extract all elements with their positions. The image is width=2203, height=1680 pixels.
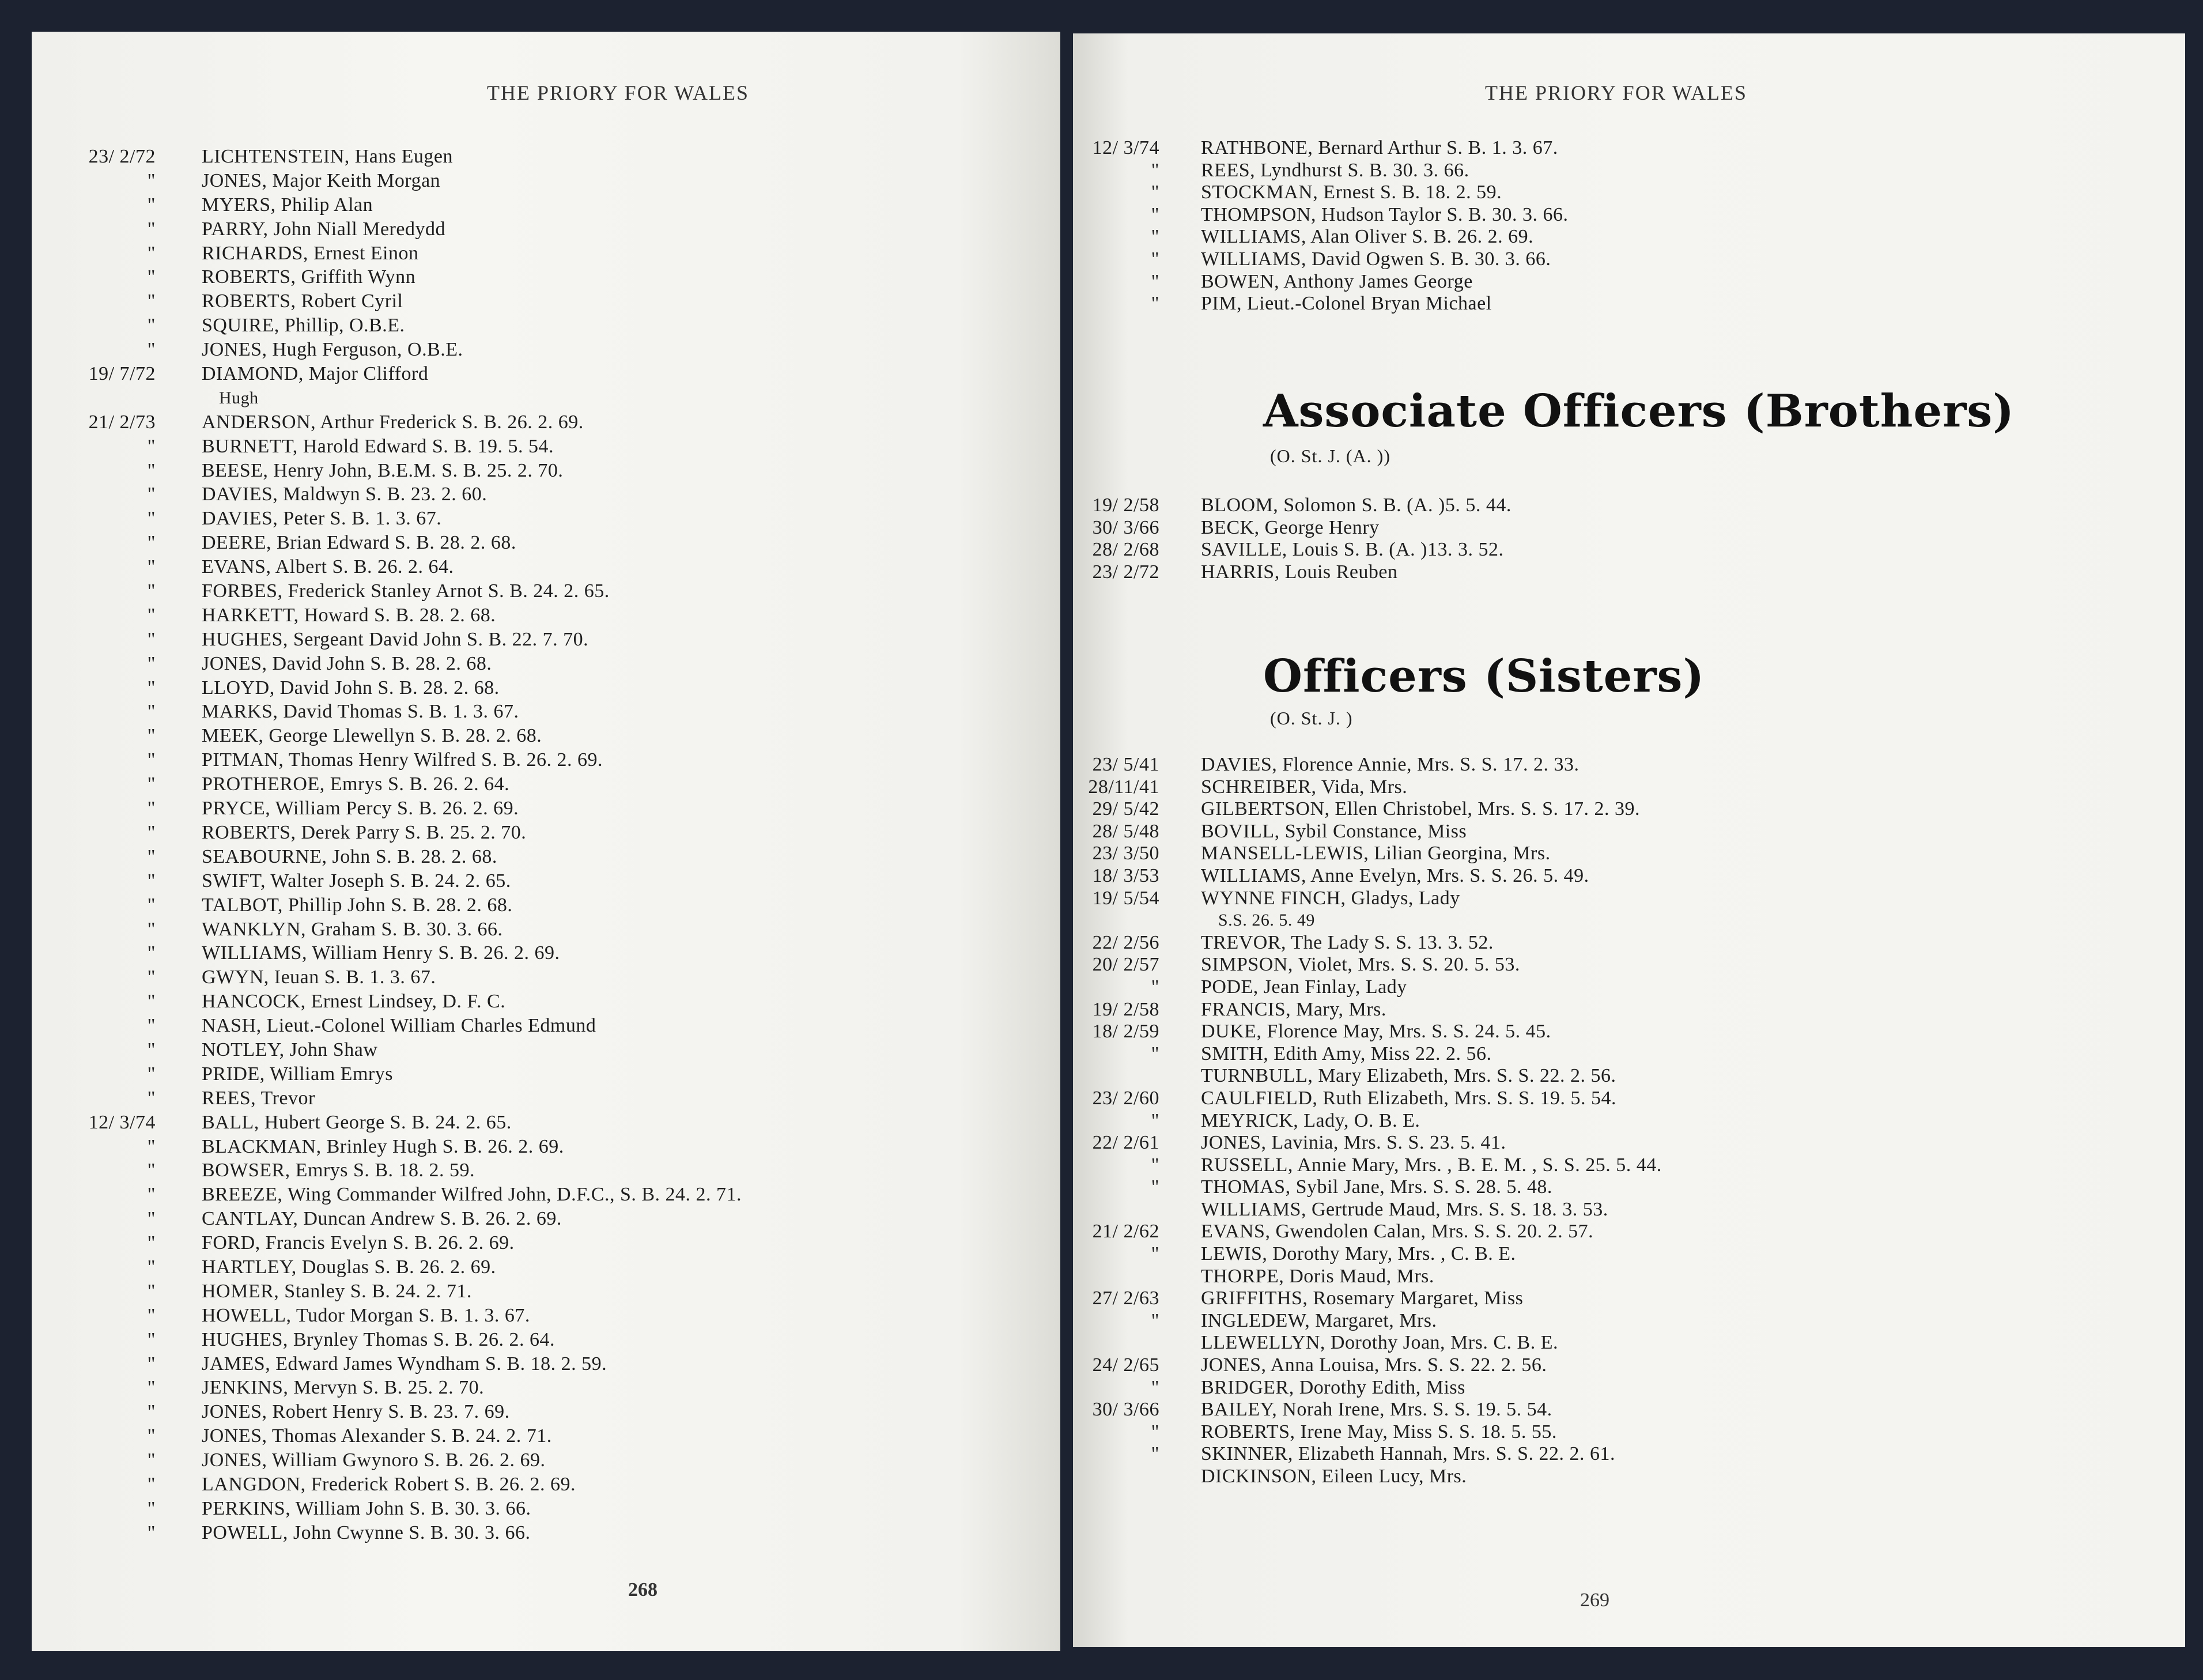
entry-date: " (147, 1208, 156, 1230)
entry-name: BLOOM, Solomon S. B. (A. )5. 5. 44. (1201, 494, 1512, 516)
entry-date: " (1151, 226, 1159, 248)
entry-name: BALL, Hubert George S. B. 24. 2. 65. (202, 1111, 512, 1133)
entry-name: THOMPSON, Hudson Taylor S. B. 30. 3. 66. (1201, 203, 1569, 225)
entry-date: " (147, 580, 156, 602)
right-page (1073, 33, 2185, 1647)
entry-date: 28/11/41 (1088, 776, 1159, 798)
entry-date: " (147, 1522, 156, 1543)
entry-date: " (147, 604, 156, 626)
entry-name: WILLIAMS, Gertrude Maud, Mrs. S. S. 18. 3. 53. (1201, 1198, 1608, 1220)
entry-name: PITMAN, Thomas Henry Wilfred S. B. 26. 2. 69. (202, 749, 603, 771)
entry-name: S.S. 26. 5. 49 (1218, 911, 1315, 930)
entry-name: RICHARDS, Ernest Einon (202, 242, 419, 264)
entry-date: 12/ 3/74 (88, 1111, 156, 1133)
entry-date: 28/ 5/48 (1092, 820, 1159, 842)
entry-name: JONES, Major Keith Morgan (202, 169, 441, 191)
entry-name: LEWIS, Dorothy Mary, Mrs. , C. B. E. (1201, 1243, 1516, 1265)
running-head: THE PRIORY FOR WALES (487, 81, 750, 104)
entry-date: " (1151, 1154, 1159, 1176)
entry-date: " (147, 677, 156, 699)
entry-date: " (147, 532, 156, 554)
entry-date: " (147, 1256, 156, 1278)
entry-date: " (147, 798, 156, 820)
entry-date: " (147, 242, 156, 264)
entry-name: PRYCE, William Percy S. B. 26. 2. 69. (202, 798, 519, 820)
entry-name: GRIFFITHS, Rosemary Margaret, Miss (1201, 1288, 1524, 1309)
entry-date: " (1151, 1243, 1159, 1265)
entry-name: BREEZE, Wing Commander Wilfred John, D.F.C., S. B. 24. 2. 71. (202, 1184, 742, 1206)
entry-name: THOMAS, Sybil Jane, Mrs. S. S. 28. 5. 48. (1201, 1176, 1552, 1198)
entry-date: " (147, 821, 156, 843)
entry-date: " (1151, 248, 1159, 270)
entry-date: " (147, 484, 156, 505)
entry-date: " (147, 894, 156, 916)
entry-date: " (1151, 976, 1159, 998)
entry-name: BOWEN, Anthony James George (1201, 270, 1473, 292)
entry-date: " (147, 1473, 156, 1495)
entry-date: 19/ 2/58 (1092, 494, 1159, 516)
entry-name: FRANCIS, Mary, Mrs. (1201, 998, 1386, 1020)
page-number: 269 (1580, 1590, 1609, 1611)
entry-date: " (147, 942, 156, 964)
officers-sisters-subheading: (O. St. J. ) (1270, 708, 1353, 728)
entry-name: NASH, Lieut.-Colonel William Charles Edmund (202, 1015, 596, 1037)
entry-name: REES, Lyndhurst S. B. 30. 3. 66. (1201, 159, 1469, 181)
entry-date: 30/ 3/66 (1092, 1399, 1159, 1421)
entry-name: BOWSER, Emrys S. B. 18. 2. 59. (202, 1160, 475, 1181)
entry-date: " (147, 1184, 156, 1206)
entry-date: " (147, 1304, 156, 1326)
entry-date: 24/ 2/65 (1092, 1354, 1159, 1376)
entry-name: THORPE, Doris Maud, Mrs. (1201, 1265, 1434, 1287)
entry-date: " (147, 701, 156, 723)
entry-date: 22/ 2/56 (1092, 931, 1159, 953)
entry-name: GWYN, Ieuan S. B. 1. 3. 67. (202, 967, 436, 988)
entry-name: TURNBULL, Mary Elizabeth, Mrs. S. S. 22. 2. 56. (1201, 1065, 1616, 1087)
entry-name: Hugh (219, 388, 259, 407)
entry-name: JONES, Lavinia, Mrs. S. S. 23. 5. 41. (1201, 1132, 1506, 1154)
entry-name: JONES, Hugh Ferguson, O.B.E. (202, 339, 463, 361)
entry-date: " (147, 1087, 156, 1109)
entry-name: HARRIS, Louis Reuben (1201, 561, 1398, 583)
entry-date: " (147, 967, 156, 988)
entry-date: " (147, 1449, 156, 1471)
entry-date: " (147, 652, 156, 674)
entry-date: " (147, 1015, 156, 1037)
entry-name: INGLEDEW, Margaret, Mrs. (1201, 1309, 1437, 1331)
entry-name: DAVIES, Peter S. B. 1. 3. 67. (202, 508, 442, 530)
entry-date: 22/ 2/61 (1092, 1132, 1159, 1154)
entry-name: JONES, Anna Louisa, Mrs. S. S. 22. 2. 56. (1201, 1354, 1547, 1376)
entry-name: MYERS, Philip Alan (202, 194, 373, 216)
entry-date: " (1151, 1421, 1159, 1443)
entry-date: " (147, 1353, 156, 1375)
entry-name: CAULFIELD, Ruth Elizabeth, Mrs. S. S. 19. 5. 54. (1201, 1087, 1616, 1109)
entry-date: " (1151, 1176, 1159, 1198)
entry-date: " (147, 1497, 156, 1519)
entry-date: " (147, 1039, 156, 1060)
entry-date: " (1151, 1309, 1159, 1331)
entry-name: PERKINS, William John S. B. 30. 3. 66. (202, 1497, 531, 1519)
entry-date: " (1151, 270, 1159, 292)
entry-name: SWIFT, Walter Joseph S. B. 24. 2. 65. (202, 870, 511, 892)
entry-name: HARKETT, Howard S. B. 28. 2. 68. (202, 604, 496, 626)
entry-name: MANSELL-LEWIS, Lilian Georgina, Mrs. (1201, 843, 1551, 864)
entry-name: RATHBONE, Bernard Arthur S. B. 1. 3. 67. (1201, 137, 1558, 158)
entry-name: SQUIRE, Phillip, O.B.E. (202, 315, 405, 337)
entry-date: 30/ 3/66 (1092, 516, 1159, 538)
entry-name: MEYRICK, Lady, O. B. E. (1201, 1109, 1420, 1131)
entry-date: " (147, 290, 156, 312)
entry-date: " (1151, 1376, 1159, 1398)
entry-date: " (147, 749, 156, 771)
entry-name: HUGHES, Sergeant David John S. B. 22. 7. 70. (202, 628, 589, 650)
entry-name: WILLIAMS, William Henry S. B. 26. 2. 69. (202, 942, 560, 964)
entry-date: 23/ 2/72 (1092, 561, 1159, 583)
entry-date: " (1151, 293, 1159, 315)
associate-officers-heading: Associate Officers (Brothers) (1263, 385, 2015, 437)
entry-name: FORD, Francis Evelyn S. B. 26. 2. 69. (202, 1232, 515, 1254)
entry-name: RUSSELL, Annie Mary, Mrs. , B. E. M. , S. S. 25. 5. 44. (1201, 1154, 1662, 1176)
associate-officers-subheading: (O. St. J. (A. )) (1270, 446, 1390, 466)
entry-name: BECK, George Henry (1201, 516, 1380, 538)
entry-date: 21/ 2/73 (88, 411, 156, 433)
entry-date: " (1151, 1443, 1159, 1465)
entry-name: REES, Trevor (202, 1087, 315, 1109)
entry-date: " (147, 508, 156, 530)
entry-name: DEERE, Brian Edward S. B. 28. 2. 68. (202, 532, 516, 554)
entry-name: SCHREIBER, Vida, Mrs. (1201, 776, 1408, 798)
entry-date: " (147, 845, 156, 867)
entry-name: LANGDON, Frederick Robert S. B. 26. 2. 69. (202, 1473, 576, 1495)
entry-name: JONES, Thomas Alexander S. B. 24. 2. 71. (202, 1425, 552, 1447)
entry-date: " (147, 1280, 156, 1302)
entry-date: " (147, 266, 156, 288)
entry-date: " (147, 194, 156, 216)
entry-date: " (147, 991, 156, 1013)
entry-date: 23/ 2/60 (1092, 1087, 1159, 1109)
entry-name: SEABOURNE, John S. B. 28. 2. 68. (202, 845, 497, 867)
entry-date: " (147, 725, 156, 747)
entry-date: 18/ 2/59 (1092, 1021, 1159, 1043)
entry-date: " (147, 1135, 156, 1157)
entry-name: PROTHEROE, Emrys S. B. 26. 2. 64. (202, 773, 510, 795)
entry-date: " (147, 1160, 156, 1181)
entry-date: " (147, 1232, 156, 1254)
entry-name: MARKS, David Thomas S. B. 1. 3. 67. (202, 701, 519, 723)
entry-name: CANTLAY, Duncan Andrew S. B. 26. 2. 69. (202, 1208, 562, 1230)
entry-name: BOVILL, Sybil Constance, Miss (1201, 820, 1467, 842)
entry-date: " (147, 1377, 156, 1399)
officers-sisters-heading: Officers (Sisters) (1263, 650, 1705, 703)
entry-name: EVANS, Gwendolen Calan, Mrs. S. S. 20. 2. 57. (1201, 1221, 1594, 1243)
entry-name: TREVOR, The Lady S. S. 13. 3. 52. (1201, 931, 1494, 953)
entry-date: 19/ 5/54 (1092, 887, 1159, 909)
entry-date: 23/ 3/50 (1092, 843, 1159, 864)
entry-name: MEEK, George Llewellyn S. B. 28. 2. 68. (202, 725, 542, 747)
entry-date: " (1151, 203, 1159, 225)
entry-name: TALBOT, Phillip John S. B. 28. 2. 68. (202, 894, 513, 916)
entry-date: " (147, 1328, 156, 1350)
entry-name: HUGHES, Brynley Thomas S. B. 26. 2. 64. (202, 1328, 555, 1350)
entry-name: HANCOCK, Ernest Lindsey, D. F. C. (202, 991, 506, 1013)
entry-date: " (147, 1063, 156, 1085)
entry-date: 21/ 2/62 (1092, 1221, 1159, 1243)
entry-date: " (147, 459, 156, 481)
entry-date: 27/ 2/63 (1092, 1288, 1159, 1309)
entry-name: PRIDE, William Emrys (202, 1063, 393, 1085)
entry-name: LICHTENSTEIN, Hans Eugen (202, 146, 453, 167)
left-page (32, 32, 1060, 1651)
entry-date: " (147, 773, 156, 795)
entry-name: SMITH, Edith Amy, Miss 22. 2. 56. (1201, 1043, 1492, 1064)
entry-name: DUKE, Florence May, Mrs. S. S. 24. 5. 45. (1201, 1021, 1551, 1043)
entry-name: BRIDGER, Dorothy Edith, Miss (1201, 1376, 1465, 1398)
entry-date: " (147, 870, 156, 892)
entry-date: 28/ 2/68 (1092, 539, 1159, 561)
entry-date: " (147, 918, 156, 940)
entry-name: JONES, David John S. B. 28. 2. 68. (202, 652, 492, 674)
entry-name: JENKINS, Mervyn S. B. 25. 2. 70. (202, 1377, 485, 1399)
running-head: THE PRIORY FOR WALES (1485, 81, 1748, 104)
entry-name: WANKLYN, Graham S. B. 30. 3. 66. (202, 918, 503, 940)
entry-name: JONES, Robert Henry S. B. 23. 7. 69. (202, 1401, 510, 1423)
entry-date: 19/ 2/58 (1092, 998, 1159, 1020)
entry-date: 23/ 2/72 (88, 146, 156, 167)
entry-name: DICKINSON, Eileen Lucy, Mrs. (1201, 1466, 1467, 1487)
entry-date: " (1151, 1043, 1159, 1064)
entry-name: ROBERTS, Irene May, Miss S. S. 18. 5. 55. (1201, 1421, 1557, 1443)
entry-date: " (1151, 182, 1159, 203)
entry-name: STOCKMAN, Ernest S. B. 18. 2. 59. (1201, 182, 1502, 203)
entry-name: BAILEY, Norah Irene, Mrs. S. S. 19. 5. 54. (1201, 1399, 1552, 1421)
entry-name: ROBERTS, Robert Cyril (202, 290, 403, 312)
entry-name: WILLIAMS, Alan Oliver S. B. 26. 2. 69. (1201, 226, 1534, 248)
page-number: 268 (628, 1579, 658, 1600)
entry-name: WILLIAMS, David Ogwen S. B. 30. 3. 66. (1201, 248, 1551, 270)
entry-name: DAVIES, Maldwyn S. B. 23. 2. 60. (202, 484, 488, 505)
entry-date: 12/ 3/74 (1092, 137, 1159, 158)
entry-name: PIM, Lieut.-Colonel Bryan Michael (1201, 293, 1492, 315)
entry-name: PARRY, John Niall Meredydd (202, 218, 445, 240)
entry-date: " (147, 1401, 156, 1423)
entry-name: ROBERTS, Derek Parry S. B. 25. 2. 70. (202, 821, 527, 843)
entry-date: " (147, 556, 156, 578)
entry-name: SIMPSON, Violet, Mrs. S. S. 20. 5. 53. (1201, 954, 1520, 976)
entry-name: HOMER, Stanley S. B. 24. 2. 71. (202, 1280, 472, 1302)
entry-name: ROBERTS, Griffith Wynn (202, 266, 416, 288)
entry-name: JAMES, Edward James Wyndham S. B. 18. 2. 59. (202, 1353, 607, 1375)
entry-name: FORBES, Frederick Stanley Arnot S. B. 24. 2. 65. (202, 580, 610, 602)
entry-date: " (1151, 1109, 1159, 1131)
entry-name: BURNETT, Harold Edward S. B. 19. 5. 54. (202, 435, 554, 457)
entry-name: HARTLEY, Douglas S. B. 26. 2. 69. (202, 1256, 496, 1278)
entry-date: " (147, 169, 156, 191)
entry-date: " (147, 339, 156, 361)
entry-name: PODE, Jean Finlay, Lady (1201, 976, 1407, 998)
entry-name: WILLIAMS, Anne Evelyn, Mrs. S. S. 26. 5. 49. (1201, 864, 1589, 886)
entry-name: SKINNER, Elizabeth Hannah, Mrs. S. S. 22. 2. 61. (1201, 1443, 1616, 1465)
entry-name: GILBERTSON, Ellen Christobel, Mrs. S. S. 17. 2. 39. (1201, 798, 1641, 820)
entry-date: 23/ 5/41 (1092, 754, 1159, 775)
entry-date: 29/ 5/42 (1092, 798, 1159, 820)
entry-name: JONES, William Gwynoro S. B. 26. 2. 69. (202, 1449, 546, 1471)
entry-date: " (1151, 159, 1159, 181)
entry-date: " (147, 1425, 156, 1447)
entry-date: " (147, 628, 156, 650)
entry-name: HOWELL, Tudor Morgan S. B. 1. 3. 67. (202, 1304, 530, 1326)
entry-name: LLOYD, David John S. B. 28. 2. 68. (202, 677, 500, 699)
entry-date: " (147, 218, 156, 240)
entry-date: " (147, 315, 156, 337)
entry-name: NOTLEY, John Shaw (202, 1039, 378, 1060)
entry-date: 18/ 3/53 (1092, 864, 1159, 886)
entry-name: DIAMOND, Major Clifford (202, 363, 429, 385)
entry-name: POWELL, John Cwynne S. B. 30. 3. 66. (202, 1522, 531, 1543)
entry-date: 20/ 2/57 (1092, 954, 1159, 976)
entry-name: WYNNE FINCH, Gladys, Lady (1201, 887, 1460, 909)
entry-name: BLACKMAN, Brinley Hugh S. B. 26. 2. 69. (202, 1135, 564, 1157)
entry-name: EVANS, Albert S. B. 26. 2. 64. (202, 556, 454, 578)
entry-name: SAVILLE, Louis S. B. (A. )13. 3. 52. (1201, 539, 1504, 561)
entry-date: 19/ 7/72 (88, 363, 156, 385)
entry-name: ANDERSON, Arthur Frederick S. B. 26. 2. 69. (202, 411, 584, 433)
entry-name: BEESE, Henry John, B.E.M. S. B. 25. 2. 70. (202, 459, 564, 481)
entry-name: DAVIES, Florence Annie, Mrs. S. S. 17. 2. 33. (1201, 754, 1579, 775)
entry-date: " (147, 435, 156, 457)
entry-name: LLEWELLYN, Dorothy Joan, Mrs. C. B. E. (1201, 1332, 1558, 1354)
